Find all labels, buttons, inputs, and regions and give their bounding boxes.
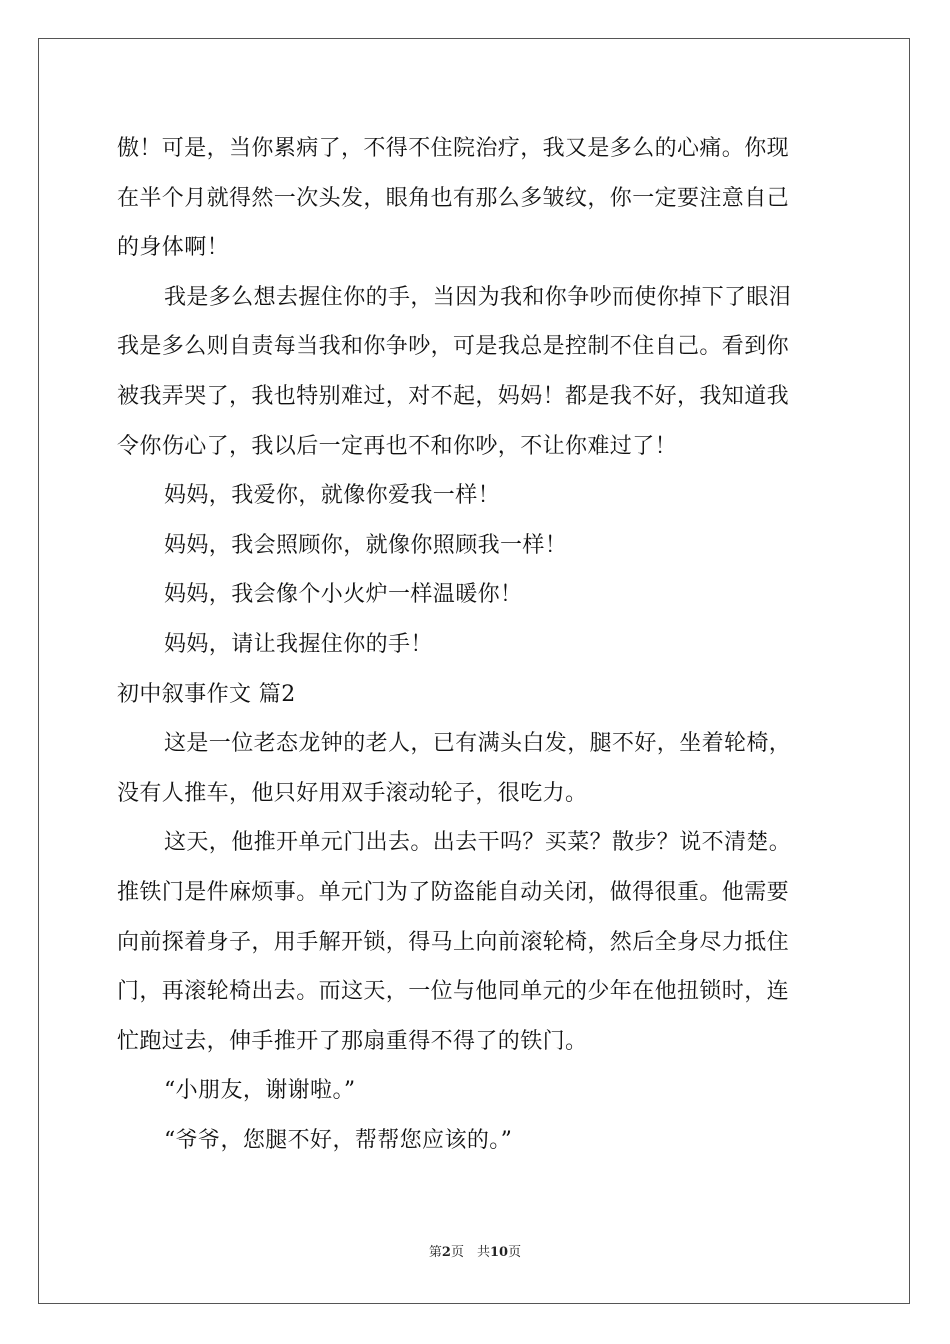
text-line: 被我弄哭了，我也特别难过，对不起，妈妈！都是我不好，我知道我: [117, 383, 790, 409]
page-mid: 页 共: [450, 1245, 490, 1260]
text-line: 的身体啊！: [117, 235, 230, 261]
text-line: 令你伤心了，我以后一定再也不和你吵，不让你难过了！: [117, 433, 678, 459]
text-line: 忙跑过去，伸手推开了那扇重得不得了的铁门。: [117, 1028, 588, 1054]
text-line: 没有人推车，他只好用双手滚动轮子，很吃力。: [117, 780, 588, 806]
paragraph-start: 这天，他推开单元门出去。出去干吗？买菜？散步？说不清楚。: [164, 830, 792, 856]
text-line: 在半个月就得然一次头发，眼角也有那么多皱纹，你一定要注意自己: [117, 185, 790, 211]
text-line: 傲！可是，当你累病了，不得不住院治疗，我又是多么的心痛。你现: [117, 136, 790, 161]
page-footer: [0, 1244, 950, 1262]
paragraph-start: 妈妈，我爱你，就像你爱我一样！: [164, 483, 501, 509]
section-heading: 初中叙事作文 篇2: [117, 681, 296, 707]
text-line: 我是多么则自责每当我和你争吵，可是我总是控制不住自己。看到你: [117, 334, 790, 360]
paragraph-start: 这是一位老态龙钟的老人，已有满头白发，腿不好，坐着轮椅，: [164, 731, 792, 757]
document-body: [117, 124, 833, 1165]
paragraph-start: 妈妈，我会像个小火炉一样温暖你！: [164, 582, 523, 608]
page-number-current: 2: [441, 1245, 451, 1260]
page-number-total: 10: [489, 1245, 509, 1260]
text-line: 门，再滚轮椅出去。而这天，一位与他同单元的少年在他扭锁时，连: [117, 979, 790, 1005]
page-prefix: 第: [428, 1245, 442, 1260]
paragraph-start: 妈妈，请让我握住你的手！: [164, 631, 433, 657]
dialogue-line: “小朋友，谢谢啦。”: [164, 1078, 356, 1104]
text-line: 推铁门是件麻烦事。单元门为了防盗能自动关闭，做得很重。他需要: [117, 879, 790, 905]
dialogue-line: “爷爷，您腿不好，帮帮您应该的。”: [164, 1127, 513, 1153]
paragraph-start: 妈妈，我会照顾你，就像你照顾我一样！: [164, 532, 568, 558]
text-line: 向前探着身子，用手解开锁，得马上向前滚轮椅，然后全身尽力抵住: [117, 929, 790, 955]
paragraph-start: 我是多么想去握住你的手，当因为我和你争吵而使你掉下了眼泪: [164, 284, 792, 310]
page-suffix: 页: [508, 1245, 522, 1260]
